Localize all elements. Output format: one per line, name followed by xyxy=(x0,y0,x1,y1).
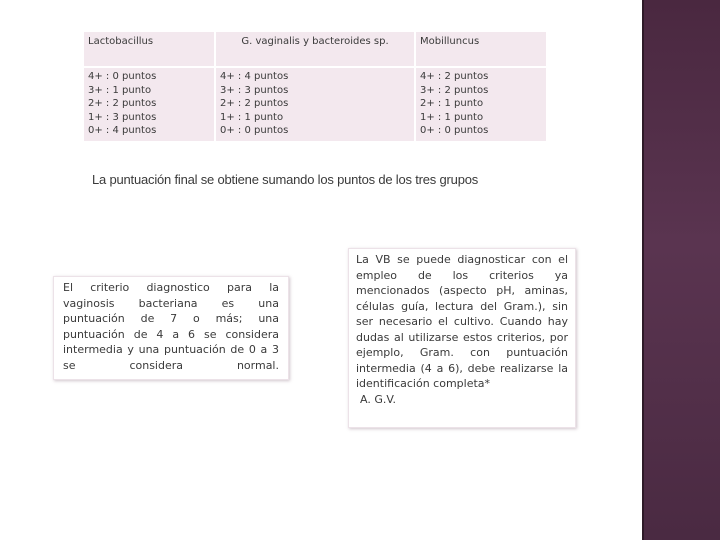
table-row xyxy=(83,67,547,142)
summary-text: La puntuación final se obtiene sumando los puntos de los tres grupos xyxy=(92,172,479,187)
lactobacillus-scores xyxy=(83,67,215,142)
score-line: 4+ : 4 puntos xyxy=(220,71,289,82)
score-line: 3+ : 3 puntos xyxy=(220,84,289,96)
score-line: 1+ : 3 puntos xyxy=(88,111,157,123)
score-line: 1+ : 1 punto xyxy=(220,111,284,123)
header-gardnerella: G. vaginalis y bacteroides sp. xyxy=(215,31,415,67)
criteria-text: El criterio diagnostico para la vaginosis bacteriana es una puntuación de 7 o más; una puntuación de 4 a 6 se considera intermedia y una puntuación de 0 a 3 se considera normal. xyxy=(63,281,279,372)
decorative-sidebar xyxy=(642,0,720,540)
score-line: 4+ : 0 puntos xyxy=(88,71,157,82)
mobilluncus-scores xyxy=(415,67,547,142)
sidebar-edge xyxy=(642,0,644,540)
score-line: 4+ : 2 puntos xyxy=(420,71,489,82)
gardnerella-scores xyxy=(215,67,415,142)
header-mobilluncus: Mobilluncus xyxy=(415,31,547,67)
table-header-row xyxy=(83,31,547,67)
note-text: La VB se puede diagnosticar con el empleo de los criterios ya mencionados (aspecto pH, aminas, células guía, lectura del Gram.), sin ser necesario el cultivo. Cuando hay dudas al utilizarse estos criterios, por ejemplo, Gram. con puntuación intermedia (4 a 6), debe realizarse la identificación completa* xyxy=(356,253,568,390)
diagnosis-note-card xyxy=(348,248,576,428)
score-line: 0+ : 0 puntos xyxy=(220,125,289,136)
signature-text: A. G.V. xyxy=(360,392,396,406)
diagnostic-criteria-card xyxy=(53,276,289,380)
score-line: 3+ : 1 punto xyxy=(88,84,152,96)
score-line: 0+ : 4 puntos xyxy=(88,125,157,136)
score-line: 1+ : 1 punto xyxy=(420,111,484,123)
score-line: 2+ : 2 puntos xyxy=(220,98,289,109)
score-line: 2+ : 1 punto xyxy=(420,98,484,109)
score-line: 2+ : 2 puntos xyxy=(88,98,157,109)
header-lactobacillus: Lactobacillus xyxy=(83,31,215,67)
score-table xyxy=(82,30,548,143)
score-line: 3+ : 2 puntos xyxy=(420,84,489,96)
score-line: 0+ : 0 puntos xyxy=(420,125,489,136)
